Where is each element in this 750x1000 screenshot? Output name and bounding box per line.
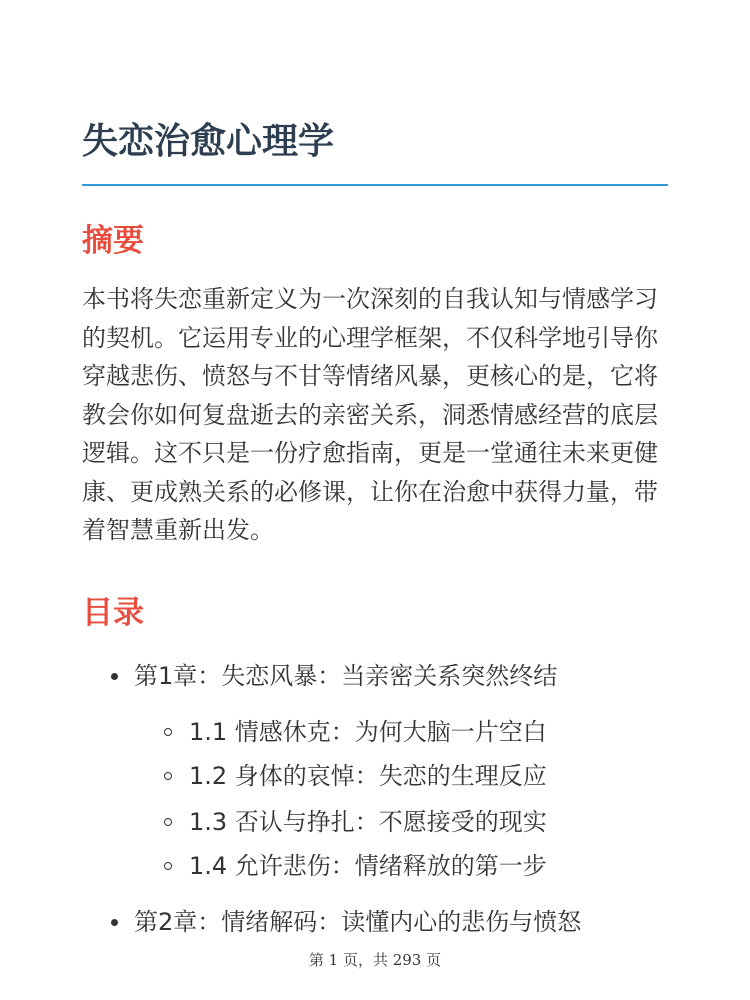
toc-section-1-1[interactable] [189, 716, 547, 748]
toc-chapter-label: 第1章：失恋风暴：当亲密关系突然终结 [134, 662, 558, 690]
toc-section-label: 1.2 身体的哀悼：失恋的生理反应 [189, 762, 547, 790]
bullet-disc-icon [111, 919, 118, 926]
title-divider [82, 184, 668, 186]
bullet-disc-icon [111, 673, 118, 680]
toc-section-1-3[interactable] [189, 806, 547, 838]
bullet-circle-icon [164, 862, 172, 870]
toc-heading: 目录 [82, 595, 144, 631]
abstract-heading: 摘要 [82, 223, 144, 259]
toc-section-label: 1.1 情感休克：为何大脑一片空白 [189, 718, 547, 746]
toc-chapter-1[interactable] [134, 660, 557, 692]
toc-chapter-2[interactable] [134, 906, 581, 938]
toc-section-label: 1.3 否认与挣扎：不愿接受的现实 [189, 808, 547, 836]
toc-section-1-2[interactable] [189, 760, 547, 792]
toc-section-1-4[interactable] [189, 850, 547, 882]
bullet-circle-icon [164, 818, 172, 826]
abstract-body: 本书将失恋重新定义为一次深刻的自我认知与情感学习的契机。它运用专业的心理学框架，不仅科学地引导你穿越悲伤、愤怒与不甘等情绪风暴，更核心的是，它将教会你如何复盘逝去的亲密关系，洞悉情感经营的底层逻辑。这不只是一份疗愈指南，更是一堂通往未来更健康、更成熟关系的必修课，让你在治愈中获得力量，带着智慧重新出发。 [82, 285, 658, 544]
toc-section-label: 1.4 允许悲伤：情绪释放的第一步 [189, 852, 547, 880]
bullet-circle-icon [164, 772, 172, 780]
toc-chapter-label: 第2章：情绪解码：读懂内心的悲伤与愤怒 [134, 908, 582, 936]
book-title: 失恋治愈心理学 [82, 121, 335, 162]
bullet-circle-icon [164, 728, 172, 736]
page-number-footer: 第 1 页，共 293 页 [308, 951, 442, 969]
document-page [82, 0, 668, 1000]
